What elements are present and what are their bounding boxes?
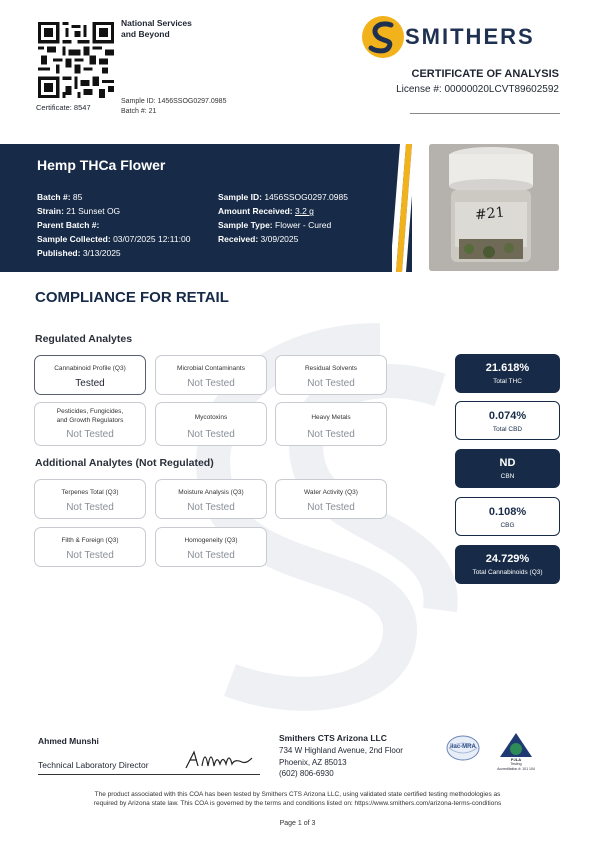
analyte-card-heavy-metals: Heavy Metals Not Tested	[275, 402, 387, 446]
analyte-card-filth-foreign: Filth & Foreign (Q3) Not Tested	[34, 527, 146, 567]
summary-total-thc: 21.618% Total THC	[455, 354, 560, 393]
signer-name: Ahmed Munshi	[38, 736, 99, 746]
product-photo	[429, 144, 559, 271]
product-title: Hemp THCa Flower	[37, 157, 166, 173]
summary-cbn: ND CBN	[455, 449, 560, 488]
info-amount-received: Amount Received: 3.2 g	[218, 206, 314, 216]
lab-address: 734 W Highland Avenue, 2nd Floor Phoenix, AZ 85013 (602) 806-6930	[279, 746, 403, 778]
lab-name: Smithers CTS Arizona LLC	[279, 733, 387, 743]
qr-code-icon	[38, 22, 114, 98]
org-line-1: National Services	[121, 18, 192, 28]
smithers-logo-text: SMITHERS	[405, 24, 535, 49]
info-received: Received: 3/09/2025	[218, 234, 299, 244]
analyte-card-moisture: Moisture Analysis (Q3) Not Tested	[155, 479, 267, 519]
jar-label-text: #21	[474, 204, 506, 224]
info-sample-type: Sample Type: Flower - Cured	[218, 220, 332, 230]
analyte-card-terpenes: Terpenes Total (Q3) Not Tested	[34, 479, 146, 519]
org-line-2: and Beyond	[121, 29, 170, 39]
signature-line	[38, 774, 260, 775]
analyte-card-cannabinoid: Cannabinoid Profile (Q3) Tested	[34, 355, 146, 395]
header-batch: Batch #: 21	[121, 108, 157, 115]
info-batch: Batch #: 85	[37, 192, 83, 202]
header-sample-id: Sample ID: 1456SSOG0297.0985	[121, 98, 227, 105]
pjla-logo-icon: PJLA Testing Accreditation #: 101 104	[498, 732, 534, 774]
analyte-card-microbial: Microbial Contaminants Not Tested	[155, 355, 267, 395]
regulated-analytes-heading: Regulated Analytes	[35, 333, 133, 345]
summary-total-cbd: 0.074% Total CBD	[455, 401, 560, 440]
ilac-mra-logo-icon: ilac-MRA	[446, 734, 480, 762]
page-number: Page 1 of 3	[279, 820, 316, 827]
signature-image	[184, 748, 254, 772]
summary-total-cannabinoids: 24.729% Total Cannabinoids (Q3)	[455, 545, 560, 584]
smithers-logo-icon	[361, 15, 405, 59]
header-divider	[410, 113, 560, 114]
compliance-title: COMPLIANCE FOR RETAIL	[35, 289, 229, 306]
info-published: Published: 3/13/2025	[37, 248, 121, 258]
info-sample-id: Sample ID: 1456SSOG0297.0985	[218, 192, 348, 202]
banner-stripes	[392, 144, 420, 272]
analyte-card-homogeneity: Homogeneity (Q3) Not Tested	[155, 527, 267, 567]
header-sample-info	[121, 97, 226, 117]
product-info-left	[37, 190, 190, 260]
signer-title: Technical Laboratory Director	[38, 760, 149, 770]
product-info-right	[218, 190, 348, 246]
certificate-number: Certificate: 8547	[36, 103, 91, 112]
analyte-card-pesticides: Pesticides, Fungicides, and Growth Regulators Not Tested	[34, 402, 146, 446]
additional-analytes-heading: Additional Analytes (Not Regulated)	[35, 457, 214, 469]
summary-cbg: 0.108% CBG	[455, 497, 560, 536]
info-sample-collected: Sample Collected: 03/07/2025 12:11:00	[37, 234, 191, 244]
info-parent-batch: Parent Batch #:	[37, 220, 100, 230]
document-title: CERTIFICATE OF ANALYSIS	[411, 68, 559, 80]
info-strain: Strain: 21 Sunset OG	[37, 206, 121, 216]
analyte-card-mycotoxins: Mycotoxins Not Tested	[155, 402, 267, 446]
license-number: License #: 00000020LCVT89602592	[396, 84, 559, 95]
disclaimer: The product associated with this COA has been tested by Smithers CTS Arizona LLC, using validated state certified testing methodologies as required by Arizona state law. This COA is governed by the terms and conditions listed on: https://www.smithers.com/arizona-terms-conditions	[93, 791, 502, 807]
analyte-card-water-activity: Water Activity (Q3) Not Tested	[275, 479, 387, 519]
org-name	[121, 18, 201, 40]
analyte-card-residual-solvents: Residual Solvents Not Tested	[275, 355, 387, 395]
